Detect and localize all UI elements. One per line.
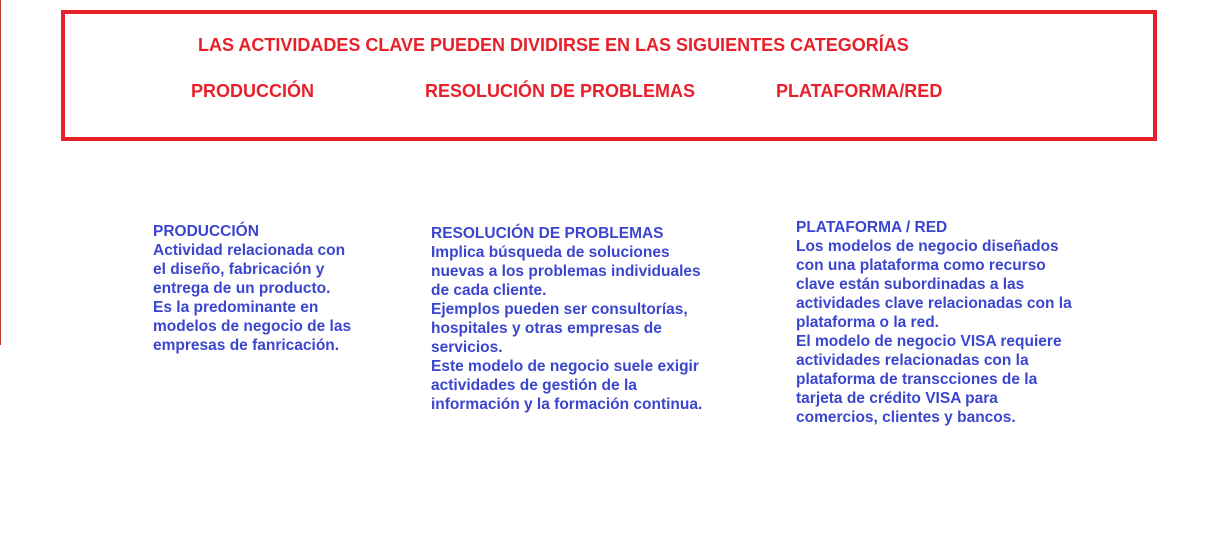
column-line: modelos de negocio de las [153,318,352,335]
column-line: Implica búsqueda de soluciones [431,244,670,261]
column-produccion [153,222,351,355]
column-line: Este modelo de negocio suele exigir [431,358,699,375]
column-line: El modelo de negocio VISA requiere [796,333,1062,350]
column-line: información y la formación continua. [431,396,703,413]
column-line: actividades clave relacionadas con la [796,295,1072,312]
column-line: nuevas a los problemas individuales [431,263,701,280]
column-line: plataforma o la red. [796,314,939,331]
column-line: Los modelos de negocio diseñados [796,238,1059,255]
column-line: de cada cliente. [431,282,547,299]
column-line: el diseño, fabricación y [153,261,325,278]
column-line: tarjeta de crédito VISA para [796,390,998,407]
column-line: empresas de fanricación. [153,337,340,354]
column-line: Ejemplos pueden ser consultorías, [431,301,688,318]
category-resolucion: RESOLUCIÓN DE PROBLEMAS [425,81,696,101]
header-frame [61,10,1157,141]
column-line: Actividad relacionada con [153,242,346,259]
column-line: hospitales y otras empresas de [431,320,662,337]
column-line: entrega de un producto. [153,280,331,297]
column-heading: PRODUCCIÓN [153,223,259,240]
column-line: servicios. [431,339,503,356]
column-resolucion [431,224,702,414]
column-heading: PLATAFORMA / RED [796,219,948,236]
column-line: actividades relacionadas con la [796,352,1029,369]
column-line: plataforma de transcciones de la [796,371,1038,388]
column-line: actividades de gestión de la [431,377,637,394]
category-plataforma: PLATAFORMA/RED [776,81,943,101]
category-produccion: PRODUCCIÓN [191,81,315,101]
column-plataforma [796,218,1072,427]
column-heading: RESOLUCIÓN DE PROBLEMAS [431,225,664,242]
column-line: con una plataforma como recurso [796,257,1046,274]
column-line: Es la predominante en [153,299,319,316]
left-edge-line [0,0,1,345]
column-line: clave están subordinadas a las [796,276,1025,293]
column-line: comercios, clientes y bancos. [796,409,1016,426]
page-title: LAS ACTIVIDADES CLAVE PUEDEN DIVIDIRSE EN LAS SIGUIENTES CATEGORÍAS [198,35,909,55]
